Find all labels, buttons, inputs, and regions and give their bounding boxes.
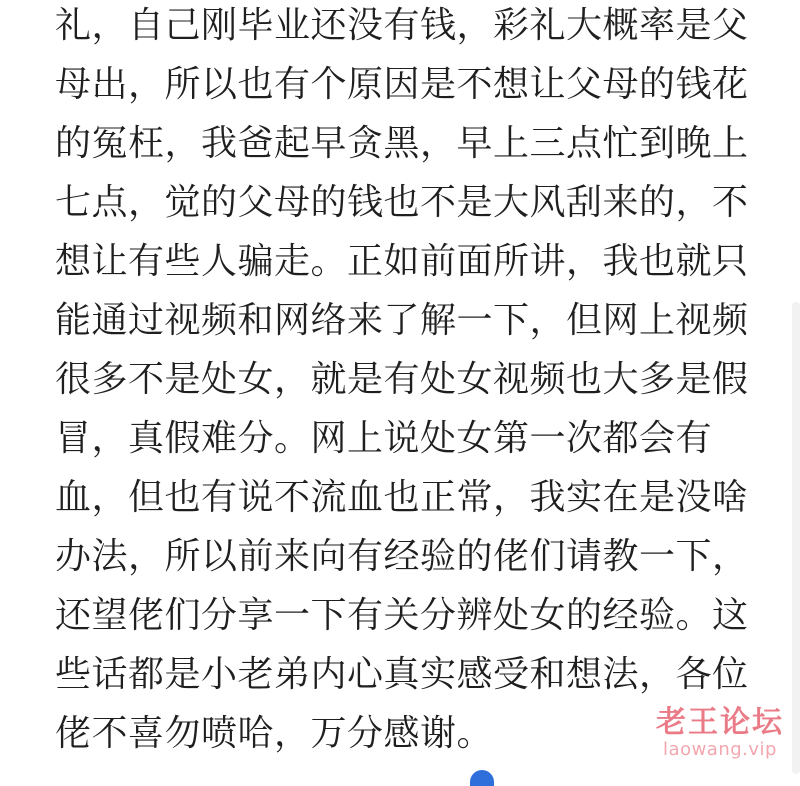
watermark-url: laowang.vip xyxy=(663,739,777,760)
post-text-line: 些话都是小老弟内心真实感受和想法，各位 xyxy=(55,654,749,695)
post-text-line: 的冤枉，我爸起早贪黑，早上三点忙到晚上 xyxy=(55,123,749,164)
vertical-scrollbar[interactable] xyxy=(792,302,800,774)
post-text-line: 礼，自己刚毕业还没有钱，彩礼大概率是父 xyxy=(55,5,749,46)
post-text-line: 办法，所以前来向有经验的佬们请教一下， xyxy=(55,536,749,577)
post-text-line: 还望佬们分享一下有关分辨处女的经验。这 xyxy=(55,595,749,636)
post-text-line: 很多不是处女，就是有处女视频也大多是假 xyxy=(55,359,749,400)
post-text-line: 想让有些人骗走。正如前面所讲，我也就只 xyxy=(55,241,749,282)
post-text-line: 冒，真假难分。网上说处女第一次都会有 xyxy=(55,418,713,459)
post-text-line: 佬不喜勿喷哈，万分感谢。 xyxy=(55,713,494,754)
post-text-line: 七点，觉的父母的钱也不是大风刮来的，不 xyxy=(55,182,749,223)
post-text-line: 母出，所以也有个原因是不想让父母的钱花 xyxy=(55,64,749,105)
watermark-title: 老王论坛 xyxy=(656,705,784,740)
post-text-line: 能通过视频和网络来了解一下，但网上视频 xyxy=(55,300,749,341)
post-text-line: 血，但也有说不流血也正常，我实在是没啥 xyxy=(55,477,749,518)
